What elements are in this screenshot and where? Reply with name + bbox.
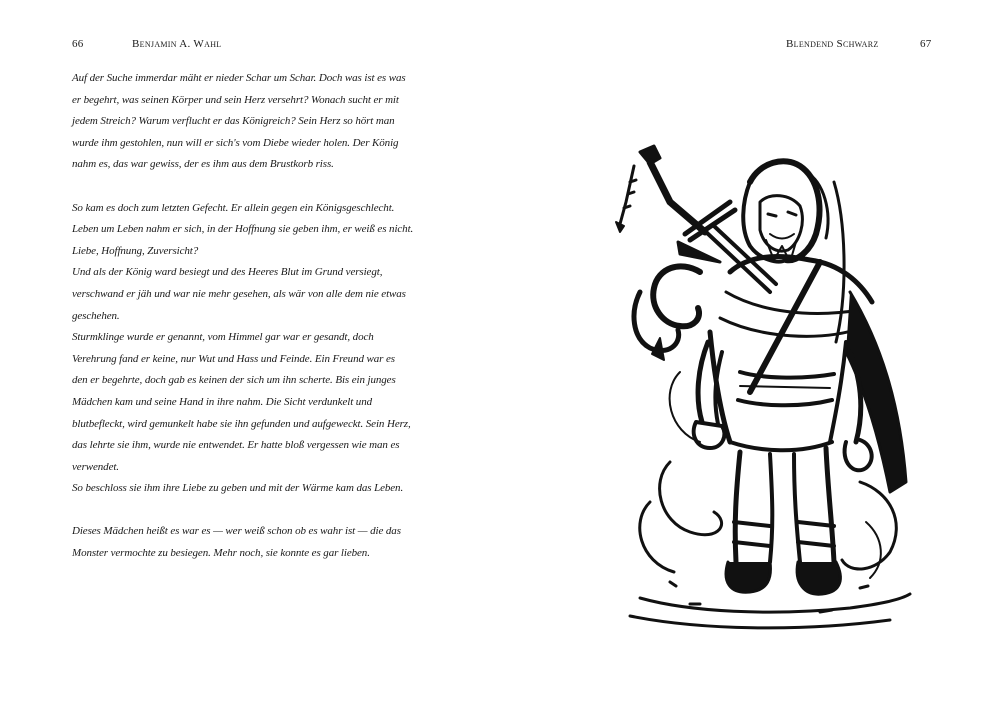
legs [726, 448, 840, 594]
text-line: geschehen. [72, 309, 120, 322]
text-line: nahm es, das war gewiss, der es ihm aus dem Brustkorb riss. [72, 158, 334, 171]
left-page-number: 66 [72, 38, 84, 50]
text-line: Dieses Mädchen heißt es war es — wer weiß schon ob es wahr ist — die das [72, 525, 401, 538]
torso [710, 262, 846, 450]
warrior-illustration [610, 142, 915, 634]
text-line: jedem Streich? Warum verflucht er das Königreich? Sein Herz so hört man [72, 115, 395, 128]
text-line: So beschloss sie ihm ihre Liebe zu geben und mit der Wärme kam das Leben. [72, 482, 404, 495]
text-line: verschwand er jäh und war nie mehr gesehen, als wär von alle dem nie etwas [72, 287, 406, 300]
paragraph-2 [72, 198, 432, 500]
text-line: Und als der König ward besiegt und des Heeres Blut im Grund versiegt, [72, 266, 383, 279]
right-page-number: 67 [920, 38, 932, 50]
paragraph-3 [72, 521, 432, 564]
cloak [634, 182, 906, 492]
text-line: verwendet. [72, 460, 119, 473]
text-line: Monster vermochte zu besiegen. Mehr noch, sie konnte es gar lieben. [72, 547, 370, 560]
left-page [0, 0, 502, 717]
right-running-header: Blendend Schwarz [786, 38, 879, 50]
text-line: So kam es doch zum letzten Gefecht. Er allein gegen ein Königsgeschlecht. [72, 201, 395, 214]
text-line: wurde ihm gestohlen, nun will er sich's vom Diebe wieder holen. Der König [72, 136, 399, 149]
text-line: Leben um Leben nahm er sich, in der Hoffnung sie geben ihm, er weiß es nicht. [72, 223, 414, 236]
left-running-header: Benjamin A. Wahl [132, 38, 222, 50]
text-line: er begehrt, was seinen Körper und sein Herz versehrt? Wonach sucht er mit [72, 93, 399, 106]
text-line: Verehrung fand er keine, nur Wut und Hass und Feinde. Ein Freund war es [72, 352, 395, 365]
paragraph-1 [72, 68, 432, 176]
text-line: blutbefleckt, wird gemunkelt habe sie ihn gefunden und aufgeweckt. Sein Herz, [72, 417, 411, 430]
text-line: Sturmklinge wurde er genannt, vom Himmel gar war er gesandt, doch [72, 331, 374, 344]
text-line: Mädchen kam und seine Hand in ihre nahm. Die Sicht verdunkelt und [72, 395, 373, 408]
text-line: Liebe, Hoffnung, Zuversicht? [72, 244, 199, 257]
poem-body [72, 68, 432, 565]
hooded-head [743, 161, 828, 262]
text-line: Auf der Suche immerdar mäht er nieder Schar um Schar. Doch was ist es was [72, 72, 406, 84]
text-line: das lehrte sie ihm, wurde nie entwendet. Er hatte bloß vergessen wie man es [72, 439, 400, 452]
text-line: den er begehrte, doch gab es keinen der sich um ihn scherte. Bis ein junges [72, 374, 396, 387]
